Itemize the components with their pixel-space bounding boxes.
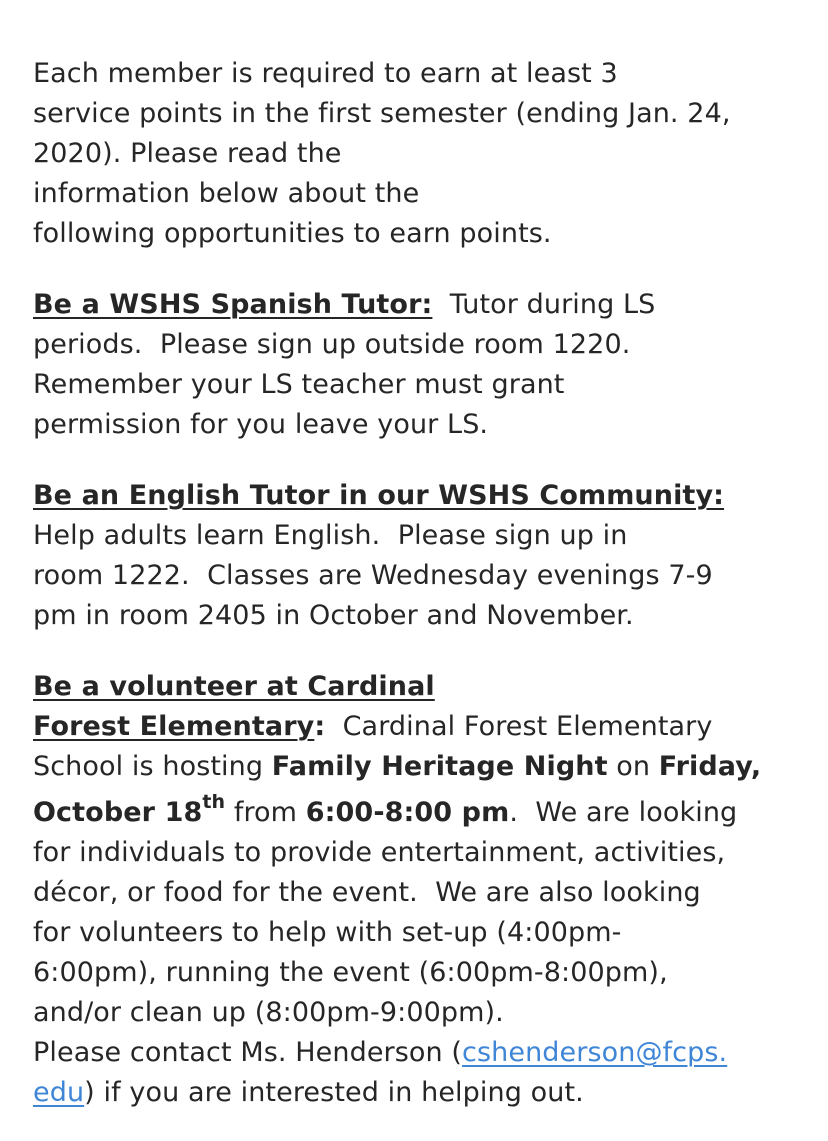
intro-line: following opportunities to earn points. [33, 218, 552, 249]
cardinal-heading-line2 [33, 707, 813, 747]
spanish-tutor-first-line [33, 285, 813, 325]
cardinal-line [33, 747, 813, 787]
email-link-continued[interactable]: edu [33, 1077, 85, 1108]
intro-line: Each member is required to earn at least 3 [33, 58, 618, 89]
spanish-tutor-line: periods. Please sign up outside room 1220. [33, 329, 631, 360]
cardinal-heading-part1: Be a volunteer at Cardinal [33, 671, 435, 702]
spanish-tutor-line: Remember your LS teacher must grant [33, 369, 565, 400]
cardinal-text: on [607, 751, 659, 782]
cardinal-text: School is hosting [33, 751, 272, 782]
event-day: Friday, [658, 751, 762, 782]
intro-line: 2020). Please read the [33, 138, 342, 169]
english-tutor-heading: Be an English Tutor in our WSHS Community: [33, 480, 725, 511]
cardinal-heading-colon: : [314, 711, 326, 742]
intro-line: information below about the [33, 178, 420, 209]
event-date: October 18 [33, 797, 203, 828]
english-tutor-line: room 1222. Classes are Wednesday evenings 7-9 [33, 560, 713, 591]
spanish-tutor-heading: Be a WSHS Spanish Tutor: [33, 289, 433, 320]
cardinal-heading-part2: Forest Elementary [33, 711, 315, 742]
document-body [33, 54, 813, 1113]
cardinal-text: from [225, 797, 306, 828]
event-name: Family Heritage Night [271, 751, 608, 782]
cardinal-line: and/or clean up (8:00pm-9:00pm). [33, 997, 504, 1028]
cardinal-text: . We are looking [509, 797, 738, 828]
contact-line [33, 1073, 813, 1113]
contact-text: ) if you are interested in helping out. [84, 1077, 584, 1108]
english-tutor-line: Help adults learn English. Please sign up in [33, 520, 628, 551]
english-tutor-first-line [33, 476, 813, 516]
cardinal-line [33, 787, 813, 833]
cardinal-line: 6:00pm), running the event (6:00pm-8:00pm), [33, 957, 668, 988]
cardinal-text: Cardinal Forest Elementary [325, 711, 713, 742]
contact-text: Please contact Ms. Henderson ( [33, 1037, 463, 1068]
cardinal-line: for volunteers to help with set-up (4:00pm- [33, 917, 622, 948]
event-time: 6:00-8:00 pm [305, 797, 510, 828]
english-tutor-section [33, 476, 813, 636]
cardinal-forest-section [33, 667, 813, 1113]
email-link[interactable]: cshenderson@fcps. [462, 1037, 728, 1068]
event-date-suffix: th [202, 791, 226, 813]
spanish-tutor-line: permission for you leave your LS. [33, 409, 489, 440]
cardinal-line: décor, or food for the event. We are also looking [33, 877, 701, 908]
spanish-tutor-section [33, 285, 813, 445]
spanish-tutor-text: Tutor during LS [432, 289, 656, 320]
cardinal-heading-line [33, 667, 813, 707]
intro-paragraph [33, 54, 813, 254]
english-tutor-line: pm in room 2405 in October and November. [33, 600, 634, 631]
contact-line [33, 1033, 813, 1073]
cardinal-line: for individuals to provide entertainment, activities, [33, 837, 726, 868]
intro-line: service points in the first semester (ending Jan. 24, [33, 98, 731, 129]
